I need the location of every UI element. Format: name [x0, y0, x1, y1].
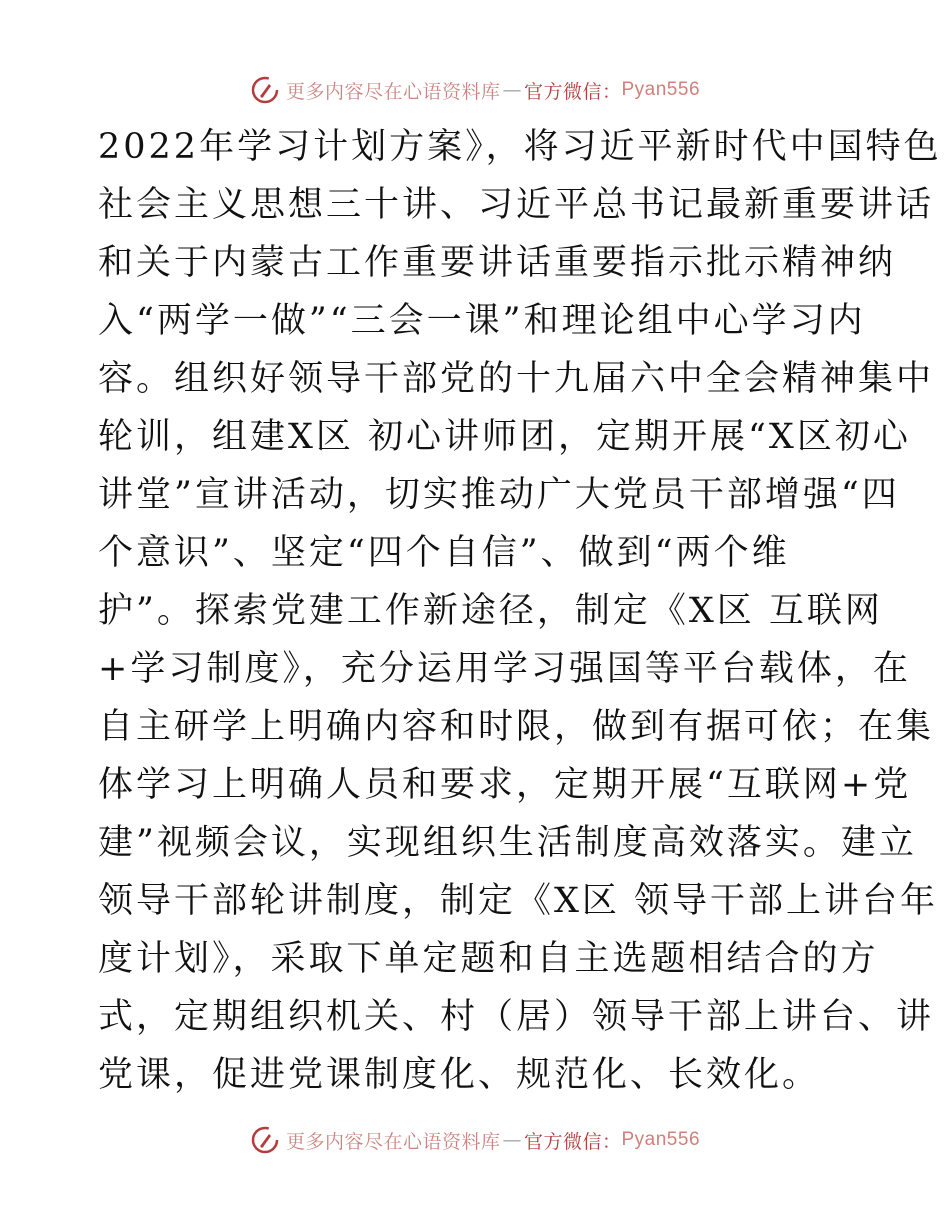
text-line: 式，定期组织机关、村（居）领导干部上讲台、讲 [98, 997, 935, 1037]
text-line: +学习制度》，充分运用学习强国等平台载体，在 [98, 649, 911, 689]
text-line: 自主研学上明确内容和时限，做到有据可依；在集 [98, 707, 935, 747]
text-line: 护”。探索党建工作新途径，制定《X区 互联网 [98, 591, 883, 631]
header-banner [0, 70, 950, 110]
text-line: 社会主义思想三十讲、习近平总书记最新重要讲话 [98, 185, 935, 225]
document-body [98, 118, 942, 1104]
header-separator: — [502, 79, 522, 101]
footer-separator: — [502, 1129, 522, 1151]
header-wechat-label: 官方微信： [523, 80, 622, 103]
text-line: 轮训，组建X区 初心讲师团，定期开展“X区初心 [98, 417, 911, 457]
text-line: 个意识”、坚定“四个自信”、做到“两个维 [98, 533, 790, 573]
text-line: 党课，促进党课制度化、规范化、长效化。 [98, 1055, 821, 1095]
text-line: 度计划》，采取下单定题和自主选题相结合的方 [98, 939, 879, 979]
header-wechat-id: Pyan556 [621, 79, 701, 100]
text-line: 体学习上明确人员和要求，定期开展“互联网+党 [98, 765, 912, 805]
header-brand-text: 更多内容尽在心语资料库 [285, 80, 501, 103]
text-line: 建”视频会议，实现组织生活制度高效落实。建立 [98, 823, 917, 863]
text-line: 2022年学习计划方案》，将习近平新时代中国特色 [98, 127, 942, 167]
text-line: 领导干部轮讲制度，制定《X区 领导干部上讲台年 [98, 881, 939, 921]
footer-wechat-id: Pyan556 [621, 1129, 701, 1150]
text-line: 入“两学一做”“三会一课”和理论组中心学习内 [98, 301, 866, 341]
pen-nib-logo-icon [250, 1125, 280, 1155]
footer-banner [0, 1120, 950, 1160]
footer-brand-text: 更多内容尽在心语资料库 [285, 1130, 501, 1153]
pen-nib-logo-icon [250, 75, 280, 105]
text-line: 容。组织好领导干部党的十九届六中全会精神集中 [98, 359, 935, 399]
text-line: 和关于内蒙古工作重要讲话重要指示批示精神纳 [98, 243, 897, 283]
footer-wechat-label: 官方微信： [523, 1130, 622, 1153]
text-line: 讲堂”宣讲活动，切实推动广大党员干部增强“四 [98, 475, 900, 515]
